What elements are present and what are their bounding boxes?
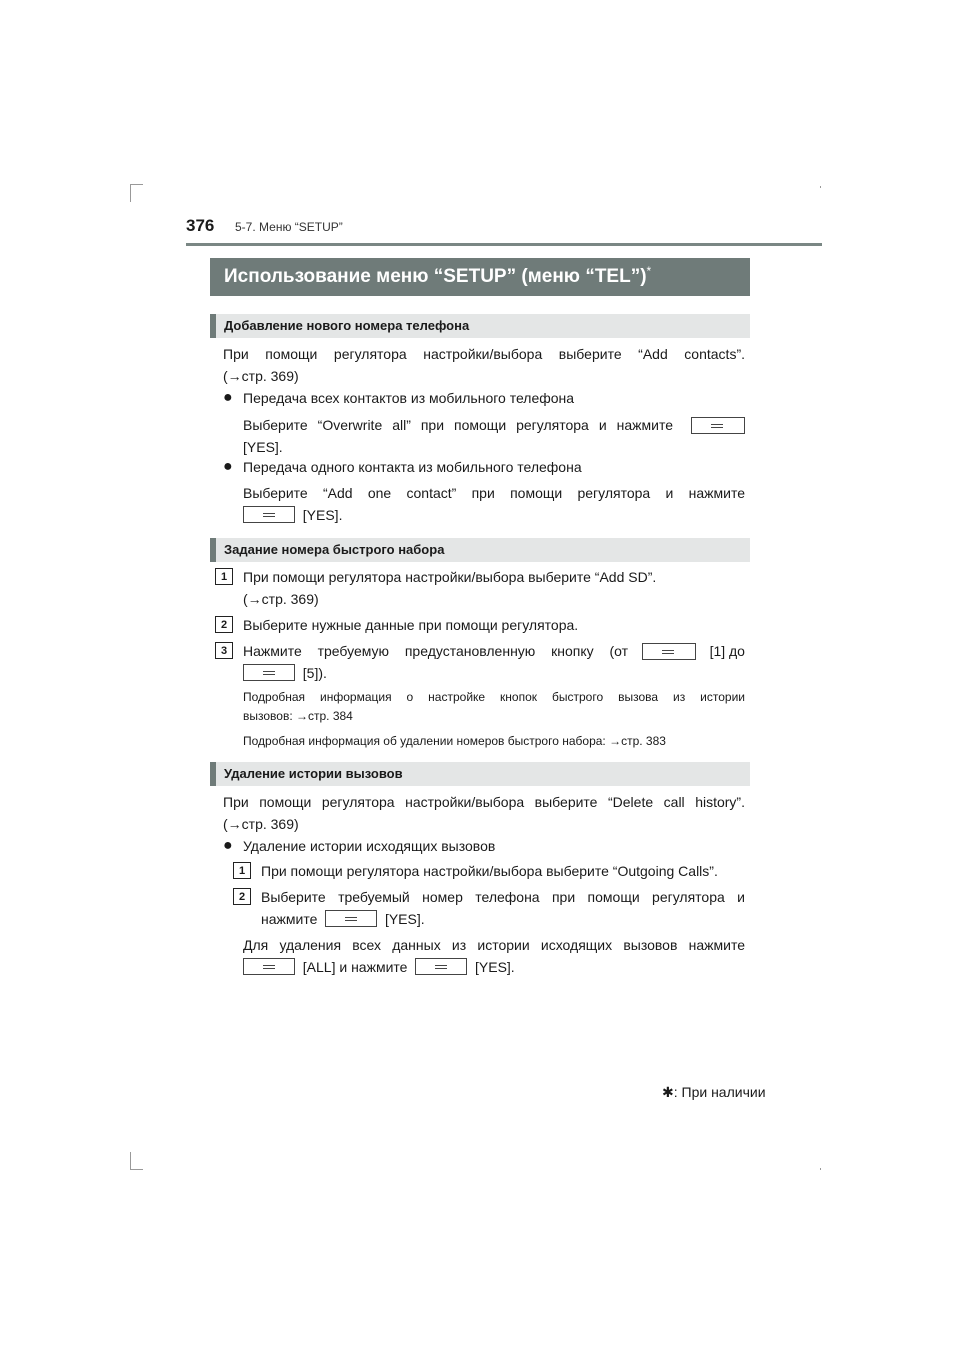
instruction-text: [ALL] и нажмите (302, 959, 408, 975)
instruction-text: Выберите “Add one contact” при помощи регулятора и нажмите (243, 485, 745, 501)
step-text: Выберите нужные данные при помощи регулятора. (243, 617, 579, 633)
control-button-icon (243, 958, 295, 975)
paragraph: При помощи регулятора настройки/выбора выберите “Add contacts”. (223, 346, 745, 362)
control-button-icon (243, 506, 295, 523)
section-heading-add-number: Добавление нового номера телефона (210, 314, 750, 338)
section-label: 5-7. Меню “SETUP” (235, 220, 343, 234)
note-text: Подробная информация об удалении номеров быстрого набора: →стр. 383 (243, 734, 666, 748)
step-number: 2 (215, 616, 233, 633)
crop-mark (130, 1152, 131, 1170)
step-line (243, 661, 327, 685)
crop-mark (130, 184, 131, 202)
bullet-title: Передача одного контакта из мобильного телефона (243, 459, 582, 475)
instruction-text: [YES]. (243, 439, 283, 455)
note-text: вызовов: →стр. 384 (243, 709, 353, 723)
step-text: Нажмите требуемую предустановленную кнопку (от (243, 643, 628, 659)
section-heading-speed-dial: Задание номера быстрого набора (210, 538, 750, 562)
crop-mark (130, 1169, 143, 1170)
footnote (662, 1084, 766, 1101)
page-title-text: Использование меню “SETUP” (меню “TEL”) (224, 266, 647, 287)
crop-mark (820, 186, 821, 188)
page-reference: (→стр. 369) (223, 368, 299, 384)
step-number: 1 (215, 568, 233, 585)
bullet-icon: ● (223, 458, 233, 475)
footnote-text: : При наличии (673, 1084, 766, 1100)
step-text: При помощи регулятора настройки/выбора выберите “Add SD”. (243, 569, 657, 585)
control-button-icon (642, 643, 696, 660)
section-heading-delete-history: Удаление истории вызовов (210, 762, 750, 786)
step-text: [YES]. (384, 911, 425, 927)
page-title (210, 258, 750, 296)
bullet-title: Удаление истории исходящих вызовов (243, 838, 496, 854)
instruction-text: [YES]. (475, 959, 515, 975)
instruction-text: Для удаления всех данных из истории исходящих вызовов нажмите (243, 937, 745, 953)
crop-mark (820, 1168, 821, 1170)
step-number: 2 (233, 888, 251, 905)
footnote-mark: ✱ (662, 1084, 674, 1100)
bullet-title: Передача всех контактов из мобильного телефона (243, 390, 575, 406)
control-button-icon (325, 910, 377, 927)
step-line (243, 639, 745, 663)
step-number: 1 (233, 862, 251, 879)
step-text: При помощи регулятора настройки/выбора выберите “Outgoing Calls”. (261, 863, 718, 879)
instruction-text: [YES]. (302, 507, 343, 523)
control-button-icon (415, 958, 467, 975)
instruction-line (243, 955, 515, 979)
bullet-icon: ● (223, 837, 233, 854)
title-footnote-mark: * (646, 264, 652, 278)
paragraph: При помощи регулятора настройки/выбора выберите “Delete call history”. (223, 794, 745, 810)
instruction-line (243, 413, 745, 437)
control-button-icon (691, 417, 745, 434)
crop-mark (130, 184, 143, 185)
step-text: [1] до (709, 643, 745, 659)
instruction-text: Выберите “Overwrite all” при помощи регулятора и нажмите (243, 417, 673, 433)
control-button-icon (243, 664, 295, 681)
step-text: [5]). (302, 665, 327, 681)
instruction-line (243, 503, 342, 527)
page-reference: (→стр. 369) (243, 591, 319, 607)
bullet-icon: ● (223, 389, 233, 406)
note-text: Подробная информация о настройке кнопок быстрого вызова из истории (243, 690, 745, 704)
page-reference: (→стр. 369) (223, 816, 299, 832)
step-text: Выберите требуемый номер телефона при помощи регулятора и (261, 889, 745, 905)
step-text: нажмите (261, 911, 318, 927)
page-number: 376 (186, 216, 215, 235)
header-divider (186, 243, 822, 246)
step-line (261, 907, 425, 931)
step-number: 3 (215, 642, 233, 659)
